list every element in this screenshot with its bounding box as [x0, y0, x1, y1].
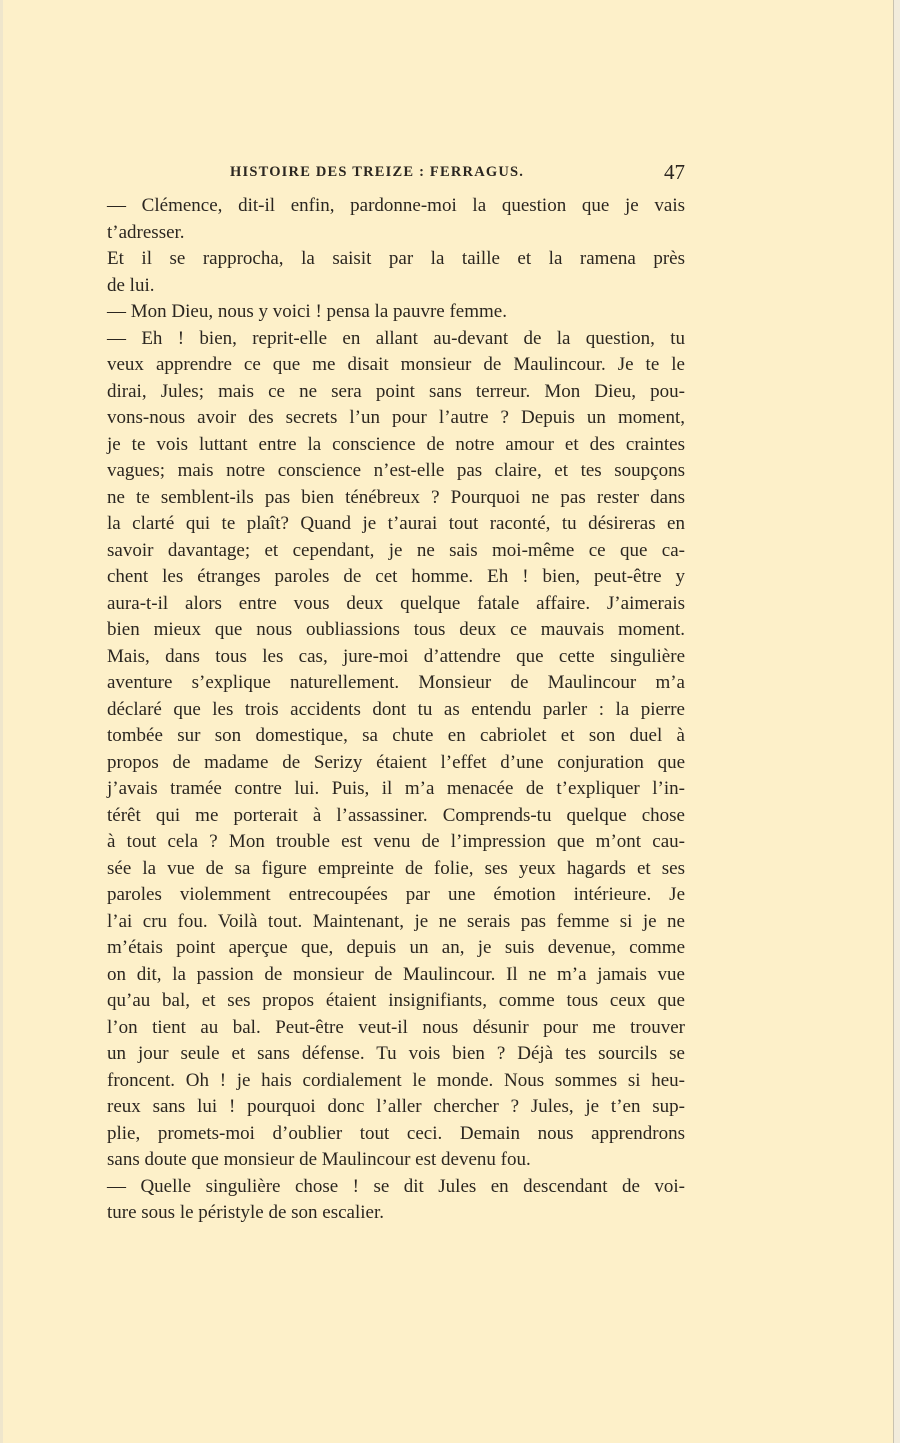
text-line: l’on tient au bal. Peut-être veut-il nous désunir pour me trouver [107, 1016, 685, 1038]
text-line: vons-nous avoir des secrets l’un pour l’autre ? Depuis un moment, [107, 407, 685, 428]
page-left-edge [0, 0, 3, 1443]
page-right-edge [893, 0, 900, 1443]
text-line: je te vois luttant entre la conscience de notre amour et des craintes [107, 433, 685, 455]
text-line: on dit, la passion de monsieur de Maulincour. Il ne m’a jamais vue [107, 963, 685, 985]
text-line: térêt qui me porterait à l’assassiner. Comprends-tu quelque chose [107, 804, 685, 826]
text-line: veux apprendre ce que me disait monsieur de Maulincour. Je te le [107, 354, 685, 375]
text-line: vagues; mais notre conscience n’est-elle pas claire, et tes soupçons [107, 460, 685, 481]
text-line: plie, promets-moi d’oublier tout ceci. Demain nous apprendrons [107, 1122, 685, 1144]
text-line: déclaré que les trois accidents dont tu as entendu parler : la pierre [107, 698, 685, 720]
text-line: sée la vue de sa figure empreinte de folie, ses yeux hagards et ses [107, 857, 685, 879]
text-line: à tout cela ? Mon trouble est venu de l’impression que m’ont cau- [107, 831, 685, 852]
text-line: chent les étranges paroles de cet homme. Eh ! bien, peut-être y [107, 566, 685, 587]
text-line: t’adresser. [107, 221, 185, 243]
text-line: dirai, Jules; mais ce ne sera point sans terreur. Mon Dieu, pou- [107, 380, 685, 402]
running-header [230, 160, 685, 186]
running-title: HISTOIRE DES TREIZE : FERRAGUS. [230, 164, 525, 180]
text-line: l’ai cru fou. Voilà tout. Maintenant, je ne serais pas femme si je ne [107, 910, 685, 932]
text-line: de lui. [107, 274, 155, 296]
text-line: froncent. Oh ! je hais cordialement le monde. Nous sommes si heu- [107, 1069, 685, 1091]
text-line: Et il se rapprocha, la saisit par la taille et la ramena près [107, 248, 685, 269]
text-line: — Quelle singulière chose ! se dit Jules en descendant de voi- [107, 1175, 685, 1197]
text-line: tombée sur son domestique, sa chute en cabriolet et son duel à [107, 725, 685, 746]
text-line: aventure s’explique naturellement. Monsieur de Maulincour m’a [107, 672, 685, 693]
text-line: un jour seule et sans défense. Tu vois bien ? Déjà tes sourcils se [107, 1043, 685, 1064]
text-line: — Eh ! bien, reprit-elle en allant au-devant de la question, tu [107, 327, 685, 349]
text-line: bien mieux que nous oubliassions tous deux ce mauvais moment. [107, 619, 685, 640]
text-line: propos de madame de Serizy étaient l’effet d’une conjuration que [107, 751, 685, 773]
text-line: j’avais tramée contre lui. Puis, il m’a menacée de t’expliquer l’in- [107, 778, 685, 799]
text-line: sans doute que monsieur de Maulincour est devenu fou. [107, 1149, 531, 1170]
page-number: 47 [664, 160, 685, 184]
text-line: Mais, dans tous les cas, jure-moi d’attendre que cette singulière [107, 645, 685, 667]
text-line: — Mon Dieu, nous y voici ! pensa la pauvre femme. [107, 301, 507, 322]
text-line: savoir davantage; et cependant, je ne sais moi-même ce que ca- [107, 539, 685, 561]
text-line: aura-t-il alors entre vous deux quelque fatale affaire. J’aimerais [107, 592, 685, 614]
text-line: m’étais point aperçue que, depuis un an, je suis devenue, comme [107, 937, 685, 958]
text-line: reux sans lui ! pourquoi donc l’aller chercher ? Jules, je t’en sup- [107, 1096, 685, 1117]
text-line: paroles violemment entrecoupées par une émotion intérieure. Je [107, 884, 685, 905]
text-line: — Clémence, dit-il enfin, pardonne-moi la question que je vais [107, 195, 685, 216]
text-line: ture sous le péristyle de son escalier. [107, 1202, 385, 1223]
text-line: ne te semblent-ils pas bien ténébreux ? Pourquoi ne pas rester dans [107, 486, 685, 508]
page-body-text [107, 193, 685, 1227]
text-line: qu’au bal, et ses propos étaient insignifiants, comme tous ceux que [107, 990, 685, 1011]
text-line: la clarté qui te plaît? Quand je t’aurai tout raconté, tu désireras en [107, 513, 685, 534]
